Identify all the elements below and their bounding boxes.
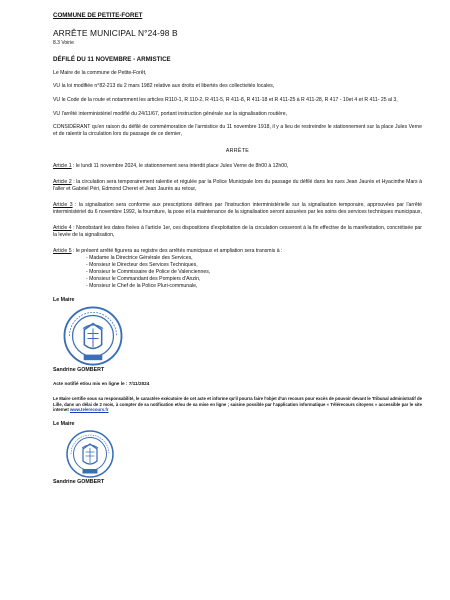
article-label: Article 2: [53, 178, 72, 185]
commune-heading: COMMUNE DE PETITE-FORET: [53, 12, 143, 19]
signature-block-2: [53, 421, 422, 485]
signatory-title: Le Maire: [53, 297, 75, 304]
article-5: [53, 248, 422, 255]
legal-notice: [53, 396, 422, 413]
article-1: [53, 163, 422, 170]
preamble-considerant: CONSIDÉRANT qu'en raison du défilé de commémoration de l'armistice du 11 novembre 1918, il y a lieu de restreindre le stationnement sur la place Jules Verne et de ralentir la circulation lors du passage de ce dernier,: [53, 124, 422, 138]
article-text: : la circulation sera temporairement ralentie et régulée par la Police Municipale lors du passage du défilé dans les rues Jean Jaurès et Hyacinthe Mars à l'aller et Gabriel Péri, Edmond Cheret et Jean Jaurès au retour,: [53, 178, 422, 192]
preamble-code: VU le Code de la route et notamment les articles R110-1, R 110-2, R 411-5, R 411-8, R 411-18 et R 411-25 à R 411-28, R 417 - 10et 4 et R 411- 25 al 3,: [53, 96, 398, 103]
signatory-title-2: Le Maire: [53, 421, 75, 428]
article-text: : le lundi 11 novembre 2024, le stationnement sera interdit place Jules Verne de 8h00 à 12h00,: [71, 162, 289, 169]
article-3: [53, 202, 422, 216]
mairie-seal-icon: [62, 305, 124, 367]
category-label: 8.3 Voirie: [53, 40, 74, 46]
article-4: [53, 225, 422, 239]
list-item: - Monsieur le Commissaire de Police de Valenciennes,: [86, 269, 211, 276]
preamble-maire: Le Maire de la commune de Petite-Forêt,: [53, 69, 147, 76]
signatory-name: Sandrine GOMBERT: [53, 367, 105, 374]
list-item: - Madame la Directrice Générale des Services,: [86, 255, 193, 262]
article-label: Article 1: [53, 162, 72, 169]
preamble-loi: VU la loi modifiée n°82-213 du 2 mars 1982 relative aux droits et libertés des collectivités locales,: [53, 83, 275, 90]
arrete-subject: DÉFILÉ DU 11 NOVEMBRE - ARMISTICE: [53, 56, 171, 63]
article-text: : Nonobstant les dates fixées à l'article 1er, ces dispositions d'exploitation de la circulation cesseront à la fin effective de la manifestation, concrétisée par la levée de la signalisation,: [53, 225, 422, 239]
telerecours-link[interactable]: www.telerecours.fr: [69, 407, 109, 413]
legal-text: Le Maire certifie sous sa responsabilité, le caractère exécutoire de cet acte et informe qu'il pourra faire l'objet d'un recours pour excès de pouvoir devant le Tribunal administratif de Lille, dans un délai de 2 mois, à compter de sa notification et/ou de sa mise en ligne ; saisine possible par l'application informatique « Télérecours citoyens » accessible par le site internet: [53, 396, 422, 413]
article-label: Article 5: [53, 248, 72, 255]
arrete-label: ARRÊTE: [225, 147, 250, 154]
list-item: - Monsieur le Chef de la Police Pluri-communale,: [86, 283, 198, 290]
list-item: - Monsieur le Directeur des Services Techniques,: [86, 262, 198, 269]
notification-date: Acte notifié et/ou mis en ligne le : 7/11/2024: [53, 381, 150, 387]
article-label: Article 3: [53, 201, 73, 208]
article-2: [53, 179, 422, 193]
mairie-seal-icon: [65, 429, 115, 479]
arrete-number: ARRÊTE MUNICIPAL N°24-98 B: [53, 28, 178, 38]
article-label: Article 4: [53, 225, 72, 231]
signatory-name-2: Sandrine GOMBERT: [53, 479, 105, 486]
list-item: - Monsieur le Commandant des Pompiers d'Anzin,: [86, 276, 201, 283]
preamble-interministeriel: VU l'arrêté interministériel modifié du 24/11/67, portant instruction générale sur la signalisation routière,: [53, 110, 288, 117]
article-text: : le présent arrêté figurera au registre des arrêtés municipaux et ampliation sera transmis à :: [71, 248, 283, 255]
recipient-list: [53, 255, 422, 290]
article-text: : la signalisation sera conforme aux prescriptions définies par l'instruction interministérielle sur la signalisation temporaire, approuvées par l'arrêté interministériel du 6 novembre 1992, la fourniture, la pose et la maintenance de la signalisation seront assurées par les soins des services techniques municipaux,: [53, 201, 422, 215]
signature-block: [53, 297, 422, 373]
